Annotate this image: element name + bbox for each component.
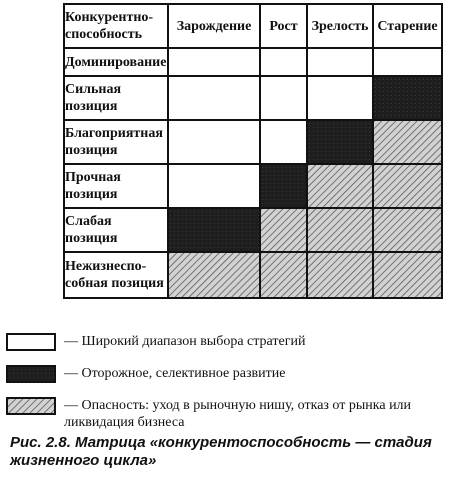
matrix-cell-white xyxy=(260,48,307,76)
row-label: Прочная позиция xyxy=(64,164,168,208)
legend-item-dark xyxy=(6,365,454,383)
matrix-row xyxy=(64,48,442,76)
matrix-cell-dark xyxy=(260,164,307,208)
cell-fill xyxy=(169,209,259,251)
cell-fill xyxy=(308,209,372,251)
stage-header: Зарождение xyxy=(168,4,260,48)
cell-fill xyxy=(308,49,372,75)
matrix-cell-white xyxy=(168,48,260,76)
matrix-cell-hatched xyxy=(260,252,307,298)
matrix-cell-hatched xyxy=(373,252,442,298)
cell-fill xyxy=(169,49,259,75)
row-label: Нежизнеспо-собная позиция xyxy=(64,252,168,298)
stage-header: Рост xyxy=(260,4,307,48)
cell-fill xyxy=(374,77,441,119)
cell-fill xyxy=(169,165,259,207)
matrix-cell-white xyxy=(168,120,260,164)
matrix-cell-dark xyxy=(373,76,442,120)
matrix-cell-hatched xyxy=(373,208,442,252)
legend-swatch-white-shape xyxy=(8,335,54,349)
matrix-cell-white xyxy=(168,164,260,208)
cell-fill xyxy=(169,121,259,163)
legend-swatch-dark-shape xyxy=(8,367,54,381)
row-label: Благоприятная позиция xyxy=(64,120,168,164)
stage-header: Зрелость xyxy=(307,4,373,48)
cell-fill xyxy=(169,253,259,297)
matrix-row xyxy=(64,120,442,164)
row-label: Слабая позиция xyxy=(64,208,168,252)
legend-swatch-white xyxy=(6,333,56,351)
matrix-cell-hatched xyxy=(307,252,373,298)
matrix-cell-white xyxy=(168,76,260,120)
matrix-row xyxy=(64,164,442,208)
matrix-cell-hatched xyxy=(307,208,373,252)
matrix-cell-hatched xyxy=(373,164,442,208)
matrix-cell-hatched xyxy=(307,164,373,208)
matrix-cell-dark xyxy=(168,208,260,252)
cell-fill xyxy=(374,49,441,75)
cell-fill xyxy=(169,77,259,119)
figure-caption: Рис. 2.8. Матрица «конкурентоспособность — стадия жизненного цикла» xyxy=(10,434,432,469)
competitiveness-lifecycle-matrix xyxy=(63,3,443,299)
cell-fill xyxy=(261,209,306,251)
matrix-cell-hatched xyxy=(168,252,260,298)
matrix-cell-white xyxy=(373,48,442,76)
matrix-row xyxy=(64,76,442,120)
cell-fill xyxy=(261,77,306,119)
cell-fill xyxy=(374,253,441,297)
matrix-cell-white xyxy=(260,120,307,164)
legend-text: — Оторожное, селективное развитие xyxy=(64,366,286,381)
matrix-row xyxy=(64,252,442,298)
legend-item-white xyxy=(6,333,454,351)
cell-fill xyxy=(374,209,441,251)
cell-fill xyxy=(308,121,372,163)
row-label: Сильная позиция xyxy=(64,76,168,120)
cell-fill xyxy=(261,253,306,297)
cell-fill xyxy=(261,121,306,163)
matrix-row xyxy=(64,208,442,252)
matrix-cell-white xyxy=(260,76,307,120)
corner-header: Конкурентно-способность xyxy=(64,4,168,48)
legend-swatch-dark xyxy=(6,365,56,383)
header-row xyxy=(64,4,442,48)
cell-fill xyxy=(308,253,372,297)
matrix-cell-dark xyxy=(307,120,373,164)
legend-item-hatched xyxy=(6,397,454,431)
legend-swatch-hatched-shape xyxy=(8,399,54,413)
matrix-cell-hatched xyxy=(373,120,442,164)
matrix-container xyxy=(63,3,443,299)
cell-fill xyxy=(308,77,372,119)
matrix-cell-white xyxy=(307,48,373,76)
legend-text: — Опасность: уход в рыночную нишу, отказ от рынка или ликвидация бизнеса xyxy=(64,398,412,430)
cell-fill xyxy=(261,165,306,207)
cell-fill xyxy=(261,49,306,75)
legend-swatch-hatched xyxy=(6,397,56,415)
stage-header: Старение xyxy=(373,4,442,48)
cell-fill xyxy=(308,165,372,207)
cell-fill xyxy=(374,121,441,163)
matrix-cell-white xyxy=(307,76,373,120)
legend-text: — Широкий диапазон выбора стратегий xyxy=(64,334,306,349)
matrix-cell-hatched xyxy=(260,208,307,252)
cell-fill xyxy=(374,165,441,207)
row-label: Доминирование xyxy=(64,48,168,76)
